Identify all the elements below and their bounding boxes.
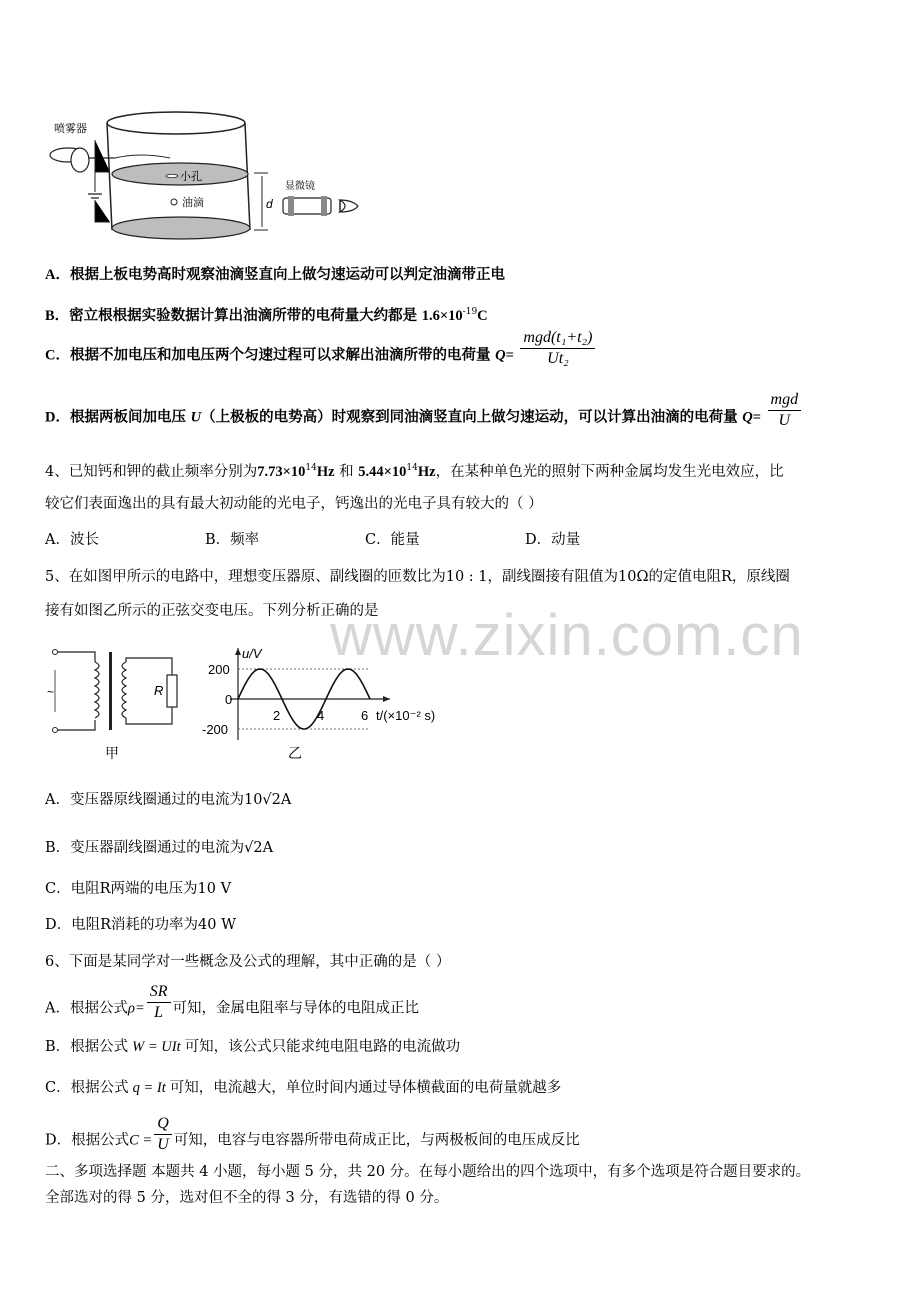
q5-option-d: D．电阻R消耗的功率为40 W bbox=[45, 917, 237, 933]
q3-d-fraction: $\frac{\text{mgd}}{U}$ bbox=[768, 390, 802, 431]
q5-stem-line2: 接有如图乙所示的正弦交变电压。下列分析正确的是 bbox=[45, 603, 379, 619]
hole-label: 小孔 bbox=[180, 171, 202, 183]
fig-caption-yi: 乙 bbox=[288, 745, 302, 761]
q4-option-c: C．能量 bbox=[365, 532, 420, 548]
x-tick-2: 2 bbox=[273, 708, 281, 723]
y-tick-neg200: -200 bbox=[202, 722, 229, 737]
droplet-label: 油滴 bbox=[182, 197, 204, 209]
q4-option-d: D．动量 bbox=[525, 532, 581, 548]
section2-line1: 二、多项选择题 本题共 4 小题，每小题 5 分，共 20 分。在每小题给出的四个选项中，有多个选项是符合题目要求的。 bbox=[45, 1164, 811, 1180]
sprayer-label: 喷雾器 bbox=[54, 123, 87, 135]
oil-drop-apparatus-figure bbox=[40, 100, 380, 250]
q6-option-c: C．根据公式 q = It 可知，电流越大，单位时间内通过导体横截面的电荷量就越多 bbox=[45, 1080, 562, 1096]
q5-option-b: B．变压器副线圈通过的电流为√2A bbox=[45, 840, 274, 856]
y-tick-200: 200 bbox=[208, 662, 230, 677]
q5-option-a: A．变压器原线圈通过的电流为10√2A bbox=[45, 792, 292, 808]
y-axis-label: u/V bbox=[242, 646, 262, 661]
q6-option-b: B．根据公式 W = UIt 可知，该公式只能求纯电阻电路的电流做功 bbox=[45, 1039, 461, 1055]
q3-option-a: A．根据上板电势高时观察油滴竖直向上做匀速运动可以判定油滴带正电 bbox=[45, 267, 505, 283]
d-label: d bbox=[266, 197, 273, 211]
x-tick-6: 6 bbox=[361, 708, 369, 723]
q5-option-c: C．电阻R两端的电压为10 V bbox=[45, 881, 232, 897]
x-axis-label: t/(×10⁻² s) bbox=[376, 708, 436, 723]
q3-option-b: B．密立根根据实验数据计算出油滴所带的电荷量大约都是 $1.6\times 10^{-19}C$ bbox=[45, 307, 488, 324]
y-tick-0: 0 bbox=[225, 692, 233, 707]
q3-option-c: C．根据不加电压和加电压两个匀速过程可以求解出油滴所带的电荷量 Q= $\frac{\text{mgd(t₁+t₂)}}{\text{Ut₂}}$ bbox=[45, 342, 597, 369]
voltage-sine-chart bbox=[200, 640, 460, 770]
x-tick-4: 4 bbox=[317, 708, 325, 723]
q4-stem-line1: 4、已知钙和钾的截止频率分别为$7.73\times 10^{14}Hz$ 和 $5.44\times 10^{14}Hz$，在某种单色光的照射下两种金属均发生光电效应，比 bbox=[45, 463, 784, 480]
q5-stem-line1: 5、在如图甲所示的电路中，理想变压器原、副线圈的匝数比为10 : 1，副线圈接有阻值为10Ω的定值电阻R，原线圈 bbox=[45, 569, 790, 585]
q4-options bbox=[45, 530, 580, 550]
svg-text:~: ~ bbox=[47, 685, 55, 699]
q4-option-a: A．波长 bbox=[45, 532, 99, 548]
fig-caption-jia: 甲 bbox=[105, 745, 119, 761]
q4-option-b: B．频率 bbox=[205, 532, 260, 548]
oil-droplet-icon bbox=[171, 199, 177, 205]
section2-line2: 全部选对的得 5 分，选对但不全的得 3 分，有选错的得 0 分。 bbox=[45, 1190, 449, 1206]
watermark: www.zixin.com.cn bbox=[330, 603, 804, 668]
q6-option-a: A．根据公式ρ= $\frac{SR}{L}$ 可知，金属电阻率与导体的电阻成正比 bbox=[45, 983, 420, 1021]
transformer-circuit-figure bbox=[40, 640, 200, 770]
microscope-label: 显微镜 bbox=[285, 181, 315, 192]
q3-option-d: D．根据两板间加电压 U（上极板的电势高）时观察到同油滴竖直向上做匀速运动，可以计算出油滴的电荷量 Q= $\frac{\text{mgd}}{U}$ bbox=[45, 404, 803, 431]
q6-stem: 6、下面是某同学对一些概念及公式的理解，其中正确的是（ ） bbox=[45, 954, 451, 970]
q3-c-fraction: $\frac{\text{mgd(t₁+t₂)}}{\text{Ut₂}}$ bbox=[520, 328, 595, 369]
q6-option-d: D．根据公式C = $\frac{Q}{U}$ 可知，电容与电容器所带电荷成正比，与两极板间的电压成反比 bbox=[45, 1115, 580, 1153]
resistor-label: R bbox=[154, 683, 164, 698]
q4-stem-line2: 较它们表面逸出的具有最大初动能的光电子，钙逸出的光电子具有较大的（ ） bbox=[45, 496, 543, 512]
